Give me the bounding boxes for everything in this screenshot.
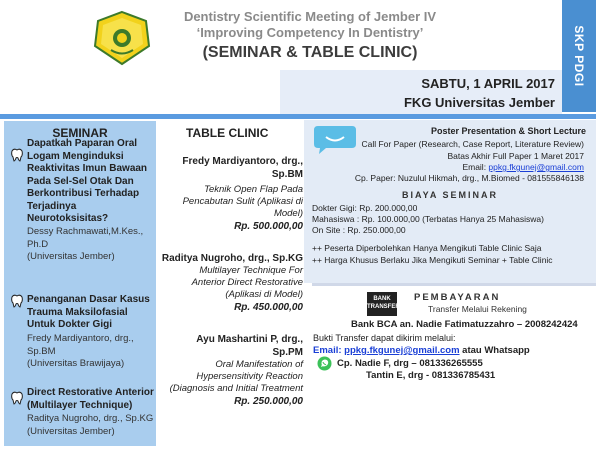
speech-bubble-icon <box>312 124 358 156</box>
tc-1-price: Rp. 500.000,00 <box>234 221 303 232</box>
tc-2-topic: Multilayer Technique For Anterior Direct Restorative (Aplikasi di Model) <box>191 265 303 300</box>
fees-heading: BIAYA SEMINAR <box>401 190 499 200</box>
fee-on-site: On Site : Rp. 250.000,00 <box>312 225 406 235</box>
tc-3-name: Ayu Mashartini P, drg., Sp.PM <box>196 334 303 358</box>
poster-email-link[interactable]: ppkg.fkgunej@gmail.com <box>488 162 584 172</box>
fee-note-2: ++ Harga Khusus Berlaku Jika Mengikuti Seminar + Table Clinic <box>312 255 553 265</box>
fee-mahasiswa: Mahasiswa : Rp. 100.000,00 (Terbatas Hanya 25 Mahasiswa) <box>312 214 544 224</box>
seminar-3-title: Direct Restorative Anterior (Multilayer Technique) <box>27 387 154 411</box>
payment-contact-1: Cp. Nadie F, drg – 081336265555 <box>337 358 483 369</box>
poster-email-line: Email: ppkg.fkgunej@gmail.com <box>462 162 584 172</box>
seminar-3-speaker: Raditya Nugroho, drg., Sp.KG (Universitas Jember) <box>27 413 154 437</box>
table-clinic-item-1 <box>158 155 303 233</box>
poster-deadline: Batas Akhir Full Paper 1 Maret 2017 <box>447 151 584 161</box>
skp-badge-label: SKP PDGI <box>572 25 586 87</box>
fee-note-1: ++ Peserta Diperbolehkan Hanya Mengikuti Table Clinic Saja <box>312 243 542 253</box>
seminar-2-title: Penanganan Dasar Kasus Trauma Maksilofasial Untuk Dokter Gigi <box>27 294 150 330</box>
header-title: Dentistry Scientific Meeting of Jember IV <box>183 9 437 24</box>
header-subtitle: ‘Improving Competency In Dentistry’ <box>196 25 424 40</box>
seminar-heading: SEMINAR <box>52 126 108 140</box>
payment-heading: PEMBAYARAN <box>414 292 501 303</box>
tc-3-topic: Oral Manifestation of Hypersensitivity Reaction (Diagnosis and Initial Treatment <box>169 359 303 394</box>
fee-dokter-gigi: Dokter Gigi: Rp. 200.000,00 <box>312 203 418 213</box>
poster-heading: Poster Presentation & Short Lecture <box>430 126 586 136</box>
poster-contact: Cp. Paper: Nuzulul Hikmah, drg., M.Biomed - 081555846138 <box>354 173 584 183</box>
header-divider <box>0 114 596 119</box>
table-clinic-item-2 <box>158 252 303 314</box>
payment-email-line: Email: ppkg.fkgunej@gmail.com atau Whatsapp <box>313 345 530 356</box>
payment-contact-2: Tantin E, drg - 081336785431 <box>366 370 496 381</box>
tc-1-topic: Teknik Open Flap Pada Pencabutan Sulit (Aplikasi di Model) <box>182 184 303 219</box>
payment-bank-account: Bank BCA an. Nadie Fatimatuzzahro – 2008242424 <box>351 319 578 330</box>
tooth-icon <box>10 294 24 308</box>
tc-2-name: Raditya Nugroho, drg., Sp.KG <box>161 253 303 264</box>
whatsapp-icon <box>317 356 332 371</box>
event-venue: FKG Universitas Jember <box>403 95 555 110</box>
seminar-1-speaker: Dessy Rachmawati,M.Kes., Ph.D (Universitas Jember) <box>27 226 144 262</box>
tc-2-price: Rp. 450.000,00 <box>234 302 303 313</box>
seminar-2-speaker: Fredy Mardiyantoro, drg., Sp.BM (Universitas Brawijaya) <box>27 333 134 369</box>
table-clinic-item-3 <box>158 333 303 408</box>
university-logo <box>93 10 151 66</box>
tc-3-price: Rp. 250.000,00 <box>234 396 303 407</box>
payment-subheading: Transfer Melalui Rekening <box>428 304 527 314</box>
tc-1-name: Fredy Mardiyantoro, drg., Sp.BM <box>182 156 303 180</box>
header-event: (SEMINAR & TABLE CLINIC) <box>202 44 418 61</box>
table-clinic-heading: TABLE CLINIC <box>186 126 269 140</box>
tooth-icon <box>10 391 24 405</box>
poster-call-for-paper: Call For Paper (Research, Case Report, Literature Review) <box>361 139 584 149</box>
payment-email-link[interactable]: ppkg.fkgunej@gmail.com <box>344 345 460 356</box>
payment-separator <box>312 283 596 286</box>
skp-badge <box>562 0 596 112</box>
bank-transfer-icon: BANK TRANSFER <box>367 292 397 316</box>
event-date: SABTU, 1 APRIL 2017 <box>421 76 555 91</box>
seminar-1-title: Dapatkah Paparan Oral Logam Menginduksi Reaktivitas Imun Bawaan Pada Sel-Sel Otak Dan Berkontribusi Terhadap Terjadinya Neurotoksisitas? <box>27 138 148 224</box>
payment-proof-note: Bukti Transfer dapat dikirim melalui: <box>313 333 456 343</box>
tooth-icon <box>10 148 24 162</box>
